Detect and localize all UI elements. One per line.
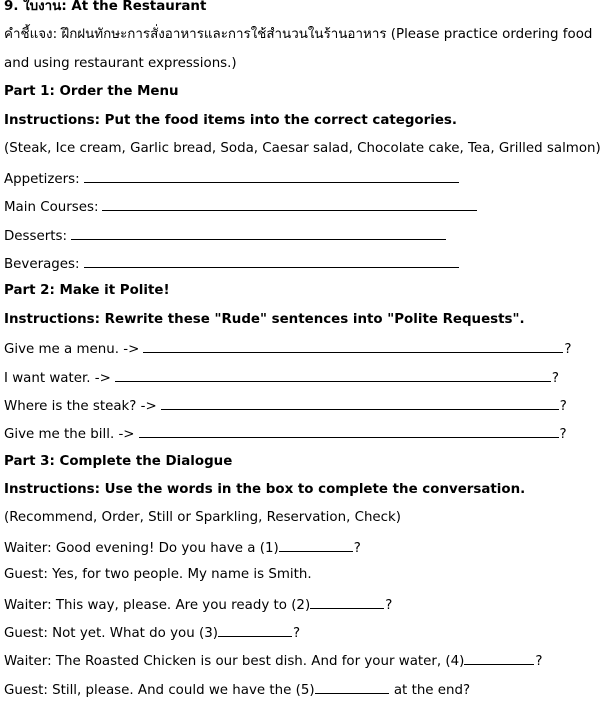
dialogue-line — [4, 538, 361, 558]
category-row — [4, 169, 459, 189]
dialogue-line — [4, 623, 300, 643]
answer-blank-5[interactable] — [315, 680, 389, 694]
answer-line-polite-3[interactable] — [161, 396, 559, 410]
dialogue-line — [4, 651, 543, 671]
part1-instructions: Instructions: Put the food items into the correct categories. — [4, 113, 457, 128]
category-row — [4, 254, 459, 274]
question-mark: ? — [551, 371, 559, 386]
question-mark: ? — [559, 399, 567, 414]
dialogue-text-4: Guest: Not yet. What do you (3) — [4, 626, 218, 641]
rude-sentence-3: Where is the steak? -> — [4, 399, 157, 414]
rude-sentence-1: Give me a menu. -> — [4, 342, 140, 357]
rewrite-row — [4, 339, 571, 359]
answer-line-beverages[interactable] — [84, 254, 459, 268]
dialogue-text-2: Guest: Yes, for two people. My name is Smith. — [4, 567, 312, 582]
category-row — [4, 197, 477, 217]
directions-line-2: and using restaurant expressions.) — [4, 56, 237, 71]
directions-line-1: คำชี้แจง: ฝึกฝนทักษะการสั่งอาหารและการใช้สำนวนในร้านอาหาร (Please practice ordering food — [4, 27, 593, 42]
part1-heading: Part 1: Order the Menu — [4, 84, 179, 99]
part3-instructions: Instructions: Use the words in the box to complete the conversation. — [4, 482, 526, 497]
rewrite-row — [4, 424, 567, 444]
answer-line-appetizers[interactable] — [84, 169, 459, 183]
dialogue-text-5: Waiter: The Roasted Chicken is our best dish. And for your water, (4) — [4, 654, 465, 669]
dialogue-end-3: ? — [385, 598, 393, 613]
rewrite-row — [4, 368, 559, 388]
rude-sentence-2: I want water. -> — [4, 371, 111, 386]
dialogue-line — [4, 595, 392, 615]
rewrite-row — [4, 396, 567, 416]
dialogue-end-6: at the end? — [389, 683, 471, 698]
answer-line-main-courses[interactable] — [102, 197, 477, 211]
part2-instructions: Instructions: Rewrite these "Rude" sentences into "Polite Requests". — [4, 312, 525, 327]
part1-word-list: (Steak, Ice cream, Garlic bread, Soda, Caesar salad, Chocolate cake, Tea, Grilled salmon) — [4, 141, 601, 156]
dialogue-line — [4, 680, 470, 700]
part3-heading: Part 3: Complete the Dialogue — [4, 454, 233, 469]
category-label-appetizers: Appetizers: — [4, 172, 80, 187]
answer-line-polite-2[interactable] — [115, 368, 551, 382]
category-label-beverages: Beverages: — [4, 257, 80, 272]
dialogue-line — [4, 566, 312, 584]
question-mark: ? — [564, 342, 572, 357]
rude-sentence-4: Give me the bill. -> — [4, 427, 135, 442]
answer-blank-2[interactable] — [310, 595, 384, 609]
dialogue-end-1: ? — [353, 541, 361, 556]
dialogue-text-6: Guest: Still, please. And could we have the (5) — [4, 683, 315, 698]
dialogue-end-5: ? — [535, 654, 543, 669]
answer-blank-3[interactable] — [218, 623, 292, 637]
dialogue-text-3: Waiter: This way, please. Are you ready to (2) — [4, 598, 311, 613]
part2-heading: Part 2: Make it Polite! — [4, 283, 170, 298]
answer-line-polite-4[interactable] — [139, 424, 559, 438]
category-label-desserts: Desserts: — [4, 229, 67, 244]
question-mark: ? — [559, 427, 567, 442]
dialogue-text-1: Waiter: Good evening! Do you have a (1) — [4, 541, 279, 556]
dialogue-end-4: ? — [292, 626, 301, 641]
category-row — [4, 226, 446, 246]
answer-line-desserts[interactable] — [71, 226, 446, 240]
worksheet-title: 9. ใบงาน: At the Restaurant — [4, 0, 207, 14]
part3-word-box: (Recommend, Order, Still or Sparkling, Reservation, Check) — [4, 510, 402, 525]
category-label-main-courses: Main Courses: — [4, 200, 99, 215]
answer-blank-1[interactable] — [279, 538, 353, 552]
answer-blank-4[interactable] — [464, 651, 534, 665]
answer-line-polite-1[interactable] — [143, 339, 563, 353]
